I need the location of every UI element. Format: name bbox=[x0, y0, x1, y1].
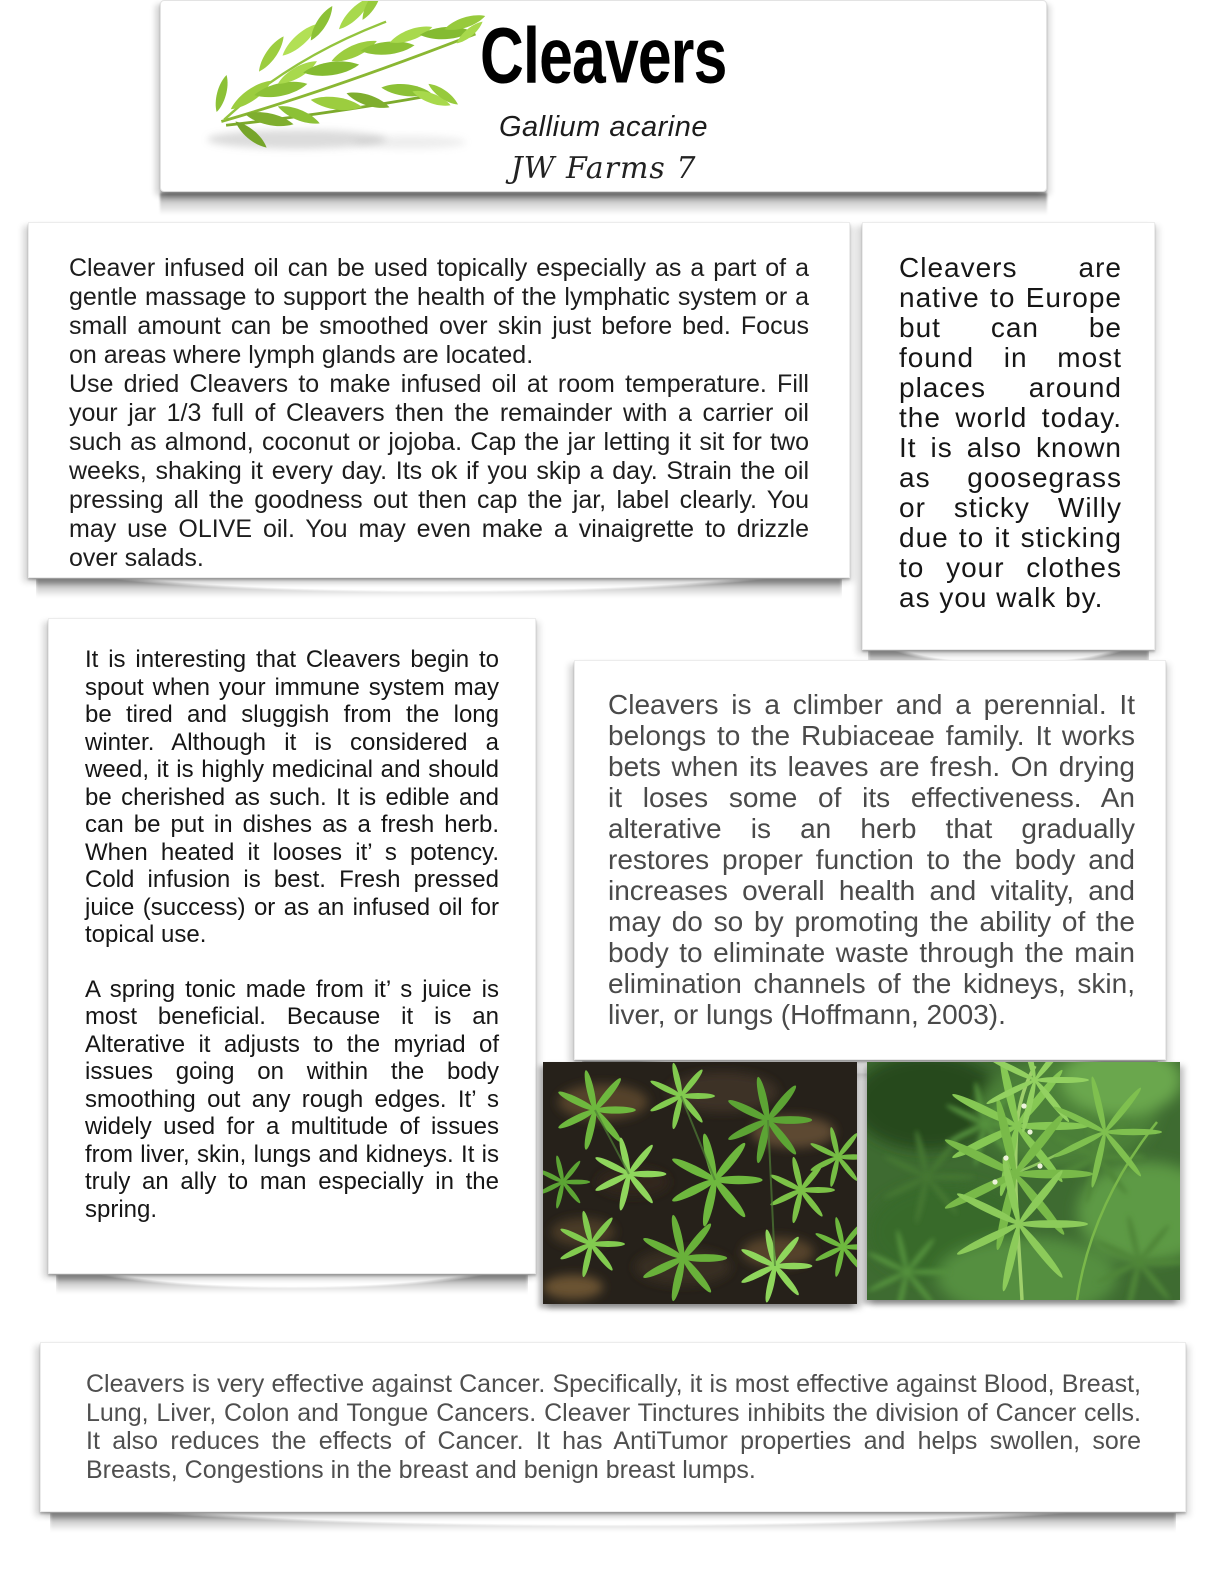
cancer-text: Cleavers is very effective against Cancer. Specifically, it is most effective against Blood, Breast, Lung, Liver, Colon and Tongue Cancers. Cleaver Tinctures inhibits the division of Cancer cells. It also reduces the effects of Cancer. It has AntiTumor properties and helps swollen, sore Breasts, Congestions in the breast and benign breast lumps. bbox=[86, 1370, 1141, 1484]
cleavers-ground-patch-photo bbox=[543, 1062, 857, 1304]
native-region-card bbox=[862, 222, 1155, 650]
infused-oil-paragraph-1: Cleaver infused oil can be used topically especially as a part of a gentle massage to support the health of the lymphatic system or a small amount can be smoothed over skin just before bed. Focus on areas where lymph glands are located. bbox=[69, 254, 809, 369]
page-title: Cleavers bbox=[480, 11, 727, 100]
card-shadow bbox=[36, 579, 842, 599]
cancer-card bbox=[40, 1342, 1186, 1512]
spring-tonic-paragraph-2: A spring tonic made from it’ s juice is most beneficial. Because it is an Alterative it adjusts to the myriad of issues going on within the body smoothing out any rough edges. It’ s widely used for a multitude of issues from liver, skin, lungs and kidneys. It is truly an ally to man especially in the spring. bbox=[85, 975, 499, 1223]
header-card bbox=[160, 0, 1047, 192]
infused-oil-card bbox=[28, 222, 850, 578]
climber-card bbox=[574, 660, 1166, 1060]
farm-byline: JW Farms 7 bbox=[510, 151, 697, 186]
infused-oil-paragraph-2: Use dried Cleavers to make infused oil at room temperature. Fill your jar 1/3 full of Cleavers then the remainder with a carrier oil such as almond, coconut or jojoba. Cap the jar letting it sit for two weeks, shaking it every day. Its ok if you skip a day. Strain the oil pressing all the goodness out then cap the jar, label clearly. You may use OLIVE oil. You may even make a vinaigrette to drizzle over salads. bbox=[69, 370, 809, 572]
spring-tonic-card bbox=[48, 618, 536, 1274]
card-shadow bbox=[56, 1275, 528, 1295]
climber-text: Cleavers is a climber and a perennial. It belongs to the Rubiaceae family. It works bets when its leaves are fresh. On drying it loses some of its effectiveness. An alterative is an herb that gradually restores proper function to the body and increases overall health and vitality, and may do so by promoting the ability of the body to eliminate waste through the main elimination channels of the kidneys, skin, liver, or lungs (Hoffmann, 2003). bbox=[608, 689, 1135, 1030]
cleavers-stem-closeup-photo bbox=[867, 1062, 1180, 1300]
card-shadow bbox=[50, 1513, 1176, 1533]
native-region-text: Cleavers are native to Europe but can be found in most places around the world today. It is also known as goosegrass or sticky Willy due to it sticking to your clothes as you walk by. bbox=[899, 252, 1122, 613]
latin-name-subtitle: Gallium acarine bbox=[499, 111, 708, 143]
spring-tonic-paragraph-1: It is interesting that Cleavers begin to spout when your immune system may be tired and sluggish from the long winter. Although it is considered a weed, it is highly medicinal and should be cherished as such. It is edible and can be put in dishes as a fresh herb. When heated it looses it’ s potency. Cold infusion is best. Fresh pressed juice (success) or as an infused oil for topical use. bbox=[85, 646, 499, 948]
header-shadow bbox=[160, 193, 1047, 215]
